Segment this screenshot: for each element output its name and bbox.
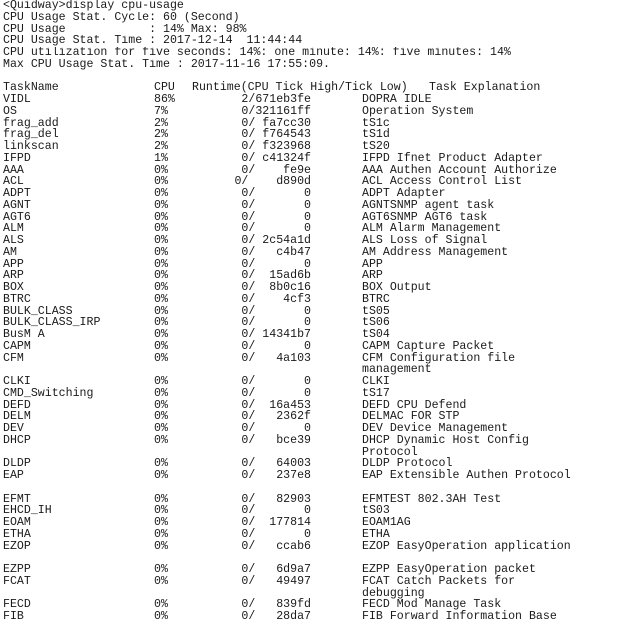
cpu-cell: 0% bbox=[154, 163, 168, 177]
table-row bbox=[3, 435, 631, 459]
explanation-cell: ACL Access Control List bbox=[362, 175, 523, 189]
cpu-cell: 0% bbox=[154, 234, 168, 247]
explanation-cell: tS05 bbox=[362, 304, 390, 318]
table-row bbox=[3, 223, 631, 235]
explanation-cell: BOX Output bbox=[362, 281, 432, 294]
explanation-cell: FIB Forward Information Base bbox=[362, 610, 557, 623]
task-name-cell: CLKI bbox=[3, 375, 31, 388]
table-row bbox=[3, 94, 631, 106]
table-row bbox=[3, 423, 631, 435]
explanation-cell: DLDP Protocol bbox=[362, 457, 453, 471]
cpu-cell: 0% bbox=[154, 539, 168, 553]
table-row bbox=[3, 294, 631, 306]
explanation-cell: ALS Loss of Signal bbox=[362, 234, 488, 247]
runtime-cell: 0/ 0 bbox=[241, 527, 311, 541]
task-name-cell: BTRC bbox=[3, 292, 31, 306]
task-name-cell: APP bbox=[3, 257, 24, 271]
task-name-cell: DHCP bbox=[3, 433, 31, 447]
explanation-cell: EFMTEST 802.3AH Test bbox=[362, 492, 502, 506]
cpu-cell: 0% bbox=[154, 198, 168, 212]
explanation-cell: EAP Extensible Authen Protocol bbox=[362, 469, 571, 482]
table-row bbox=[3, 200, 631, 212]
table-row bbox=[3, 353, 631, 377]
table-row bbox=[3, 411, 631, 423]
cpu-cell: 0% bbox=[154, 210, 168, 224]
explanation-cell: CFM Configuration file management bbox=[362, 351, 516, 377]
runtime-cell: 0/ 8b0c16 bbox=[241, 281, 311, 294]
runtime-cell: 0/ 4cf3 bbox=[241, 292, 311, 306]
table-row bbox=[3, 247, 631, 259]
table-row bbox=[3, 388, 631, 400]
task-name-cell: EFMT bbox=[3, 492, 31, 506]
cpu-cell: 0% bbox=[154, 351, 168, 365]
task-name-cell: CFM bbox=[3, 351, 24, 365]
explanation-cell: tS17 bbox=[362, 386, 390, 400]
table-row bbox=[3, 188, 631, 200]
cpu-cell: 0% bbox=[154, 574, 168, 588]
runtime-cell: 0/ 0 bbox=[241, 257, 311, 271]
cpu-cell: 0% bbox=[154, 457, 168, 471]
explanation-cell: DEV Device Management bbox=[362, 422, 509, 435]
task-name-cell: FCAT bbox=[3, 574, 31, 588]
cpu-cell: 0% bbox=[154, 469, 168, 482]
runtime-cell: 0/ c4b47 bbox=[241, 245, 311, 259]
cpu-cell: 2% bbox=[154, 128, 168, 142]
task-name-cell: IFPD bbox=[3, 151, 31, 165]
explanation-cell: tS04 bbox=[362, 328, 390, 341]
runtime-cell: 0/ 839fd bbox=[241, 598, 311, 612]
task-name-cell: AAA bbox=[3, 163, 24, 177]
column-task-name: TaskName bbox=[3, 81, 59, 95]
explanation-cell: tS20 bbox=[362, 140, 390, 153]
runtime-cell: 0/ 0 bbox=[241, 375, 311, 388]
runtime-cell: 0/ 0 bbox=[241, 222, 311, 236]
runtime-cell: 0/ 4a103 bbox=[241, 351, 311, 365]
cpu-cell: 0% bbox=[154, 433, 168, 447]
table-row bbox=[3, 376, 631, 388]
task-name-cell: EAP bbox=[3, 469, 24, 482]
explanation-cell: AGNTSNMP agent task bbox=[362, 198, 495, 212]
task-name-cell: BOX bbox=[3, 281, 24, 294]
stat-cycle-line: CPU Usage Stat. Cycle: 60 (Second) bbox=[3, 11, 240, 24]
cpu-cell: 0% bbox=[154, 304, 168, 318]
explanation-cell: IFPD Ifnet Product Adapter bbox=[362, 151, 543, 165]
cpu-cell: 0% bbox=[154, 504, 168, 518]
runtime-cell: 0/ 0 bbox=[241, 210, 311, 224]
runtime-cell: 0/ 2362f bbox=[241, 410, 311, 424]
explanation-cell: tS06 bbox=[362, 316, 390, 330]
runtime-cell: 0/ 14341b7 bbox=[241, 328, 311, 341]
table-row bbox=[3, 129, 631, 141]
runtime-cell: 0/ 0 bbox=[241, 339, 311, 353]
table-row bbox=[3, 317, 631, 329]
explanation-cell: DELMAC FOR STP bbox=[362, 410, 460, 424]
runtime-cell: 0/ f323968 bbox=[241, 140, 311, 153]
task-name-cell: FIB bbox=[3, 610, 24, 623]
task-name-cell: DEFD bbox=[3, 398, 31, 412]
runtime-cell: 0/ 0 bbox=[241, 187, 311, 200]
utilization-line: CPU utilization for five seconds: 14%: one minute: 14%: five minutes: 14% bbox=[3, 47, 511, 59]
task-name-cell: EHCD_IH bbox=[3, 504, 52, 518]
task-name-cell: EZOP bbox=[3, 539, 31, 553]
cpu-cell: 0% bbox=[154, 292, 168, 306]
table-row bbox=[3, 329, 631, 341]
table-row bbox=[3, 141, 631, 153]
task-name-cell: AGNT bbox=[3, 198, 31, 212]
runtime-cell: 0/ 0 bbox=[241, 198, 311, 212]
explanation-cell: FCAT Catch Packets for debugging bbox=[362, 574, 516, 600]
column-cpu: CPU bbox=[154, 81, 175, 95]
task-table bbox=[3, 94, 631, 623]
runtime-cell: 0/ 177814 bbox=[241, 516, 311, 529]
runtime-cell: 0/ 15ad6b bbox=[241, 269, 311, 283]
cpu-cell: 2% bbox=[154, 116, 168, 130]
cpu-cell: 0% bbox=[154, 398, 168, 412]
task-name-cell: AM bbox=[3, 245, 17, 259]
explanation-cell: ETHA bbox=[362, 527, 390, 541]
task-name-cell: frag_add bbox=[3, 116, 59, 130]
table-row bbox=[3, 564, 631, 576]
task-name-cell: EOAM bbox=[3, 516, 31, 529]
runtime-cell: 0/ fe9e bbox=[241, 163, 311, 177]
cpu-cell: 86% bbox=[154, 93, 175, 106]
runtime-cell: 0/ 64003 bbox=[241, 457, 311, 471]
runtime-cell: 2/671eb3fe bbox=[241, 93, 311, 106]
explanation-cell: EZPP EasyOperation packet bbox=[362, 563, 536, 576]
runtime-cell: 0/ 2c54a1d bbox=[241, 234, 311, 247]
task-name-cell: ETHA bbox=[3, 527, 31, 541]
table-row bbox=[3, 400, 631, 412]
runtime-cell: 0/ d890d bbox=[234, 175, 311, 189]
task-name-cell: frag_del bbox=[3, 128, 59, 142]
column-header-row bbox=[3, 82, 631, 94]
table-row bbox=[3, 505, 631, 517]
cpu-cell: 0% bbox=[154, 598, 168, 612]
table-row bbox=[3, 235, 631, 247]
task-name-cell: ARP bbox=[3, 269, 24, 283]
task-name-cell: DELM bbox=[3, 410, 31, 424]
explanation-cell: ADPT Adapter bbox=[362, 187, 446, 200]
task-name-cell: CAPM bbox=[3, 339, 31, 353]
cpu-usage-line: CPU Usage : 14% Max: 98% bbox=[3, 23, 247, 36]
command-prompt: <Quidway>display cpu-usage bbox=[3, 0, 184, 12]
table-row bbox=[3, 176, 631, 188]
cpu-cell: 0% bbox=[154, 492, 168, 506]
explanation-cell: APP bbox=[362, 257, 383, 271]
explanation-cell: BTRC bbox=[362, 292, 390, 306]
task-name-cell: BusM A bbox=[3, 328, 45, 341]
table-row bbox=[3, 341, 631, 353]
explanation-cell: AGT6SNMP AGT6 task bbox=[362, 210, 488, 224]
task-name-cell: BULK_CLASS_IRP bbox=[3, 316, 101, 330]
explanation-cell: ALM Alarm Management bbox=[362, 222, 502, 236]
cpu-cell: 0% bbox=[154, 563, 168, 576]
task-name-cell: DLDP bbox=[3, 457, 31, 471]
task-name-cell: VIDL bbox=[3, 93, 31, 106]
cpu-cell: 0% bbox=[154, 316, 168, 330]
task-name-cell: FECD bbox=[3, 598, 31, 612]
runtime-cell: 0/ 0 bbox=[241, 504, 311, 518]
task-name-cell: AGT6 bbox=[3, 210, 31, 224]
task-name-cell: ADPT bbox=[3, 187, 31, 200]
runtime-cell: 0/ bce39 bbox=[241, 433, 311, 447]
cpu-cell: 0% bbox=[154, 245, 168, 259]
explanation-cell: CLKI bbox=[362, 375, 390, 388]
table-row bbox=[3, 282, 631, 294]
explanation-cell: EOAM1AG bbox=[362, 516, 411, 529]
runtime-cell: 0/ f764543 bbox=[241, 128, 311, 142]
cpu-cell: 0% bbox=[154, 516, 168, 529]
task-name-cell: OS bbox=[3, 104, 17, 118]
cpu-cell: 0% bbox=[154, 257, 168, 271]
runtime-cell: 0/321161ff bbox=[241, 104, 311, 118]
task-name-cell: BULK_CLASS bbox=[3, 304, 73, 318]
table-row bbox=[3, 165, 631, 177]
table-row bbox=[3, 259, 631, 271]
explanation-cell: tS03 bbox=[362, 504, 390, 518]
explanation-cell: Operation System bbox=[362, 104, 474, 118]
table-row bbox=[3, 529, 631, 541]
task-name-cell: ACL bbox=[3, 175, 24, 189]
explanation-cell: DHCP Dynamic Host Config Protocol bbox=[362, 433, 529, 459]
table-row bbox=[3, 517, 631, 529]
runtime-cell: 0/ fa7cc30 bbox=[241, 116, 311, 130]
runtime-cell: 0/ 6d9a7 bbox=[241, 563, 311, 576]
runtime-cell: 0/ 0 bbox=[241, 316, 311, 330]
explanation-cell: FECD Mod Manage Task bbox=[362, 598, 502, 612]
column-runtime: Runtime(CPU Tick High/Tick Low) bbox=[192, 81, 408, 95]
cpu-cell: 0% bbox=[154, 281, 168, 294]
column-explanation: Task Explanation bbox=[429, 81, 541, 95]
explanation-cell: EZOP EasyOperation application bbox=[362, 539, 571, 553]
task-name-cell: EZPP bbox=[3, 563, 31, 576]
stat-time-line: CPU Usage Stat. Time : 2017-12-14 11:44:44 bbox=[3, 35, 303, 47]
task-name-cell: DEV bbox=[3, 422, 24, 435]
task-name-cell: CMD_Switching bbox=[3, 386, 94, 400]
runtime-cell: 0/ 0 bbox=[241, 422, 311, 435]
table-row bbox=[3, 494, 631, 506]
table-row bbox=[3, 470, 631, 494]
terminal-output[interactable] bbox=[3, 0, 631, 623]
cpu-cell: 0% bbox=[154, 339, 168, 353]
table-row bbox=[3, 118, 631, 130]
table-row bbox=[3, 576, 631, 600]
runtime-cell: 0/ 0 bbox=[241, 386, 311, 400]
max-usage-time-line: Max CPU Usage Stat. Time : 2017-11-16 17:55:09. bbox=[3, 58, 330, 71]
runtime-cell: 0/ 49497 bbox=[241, 574, 311, 588]
explanation-cell: ARP bbox=[362, 269, 383, 283]
table-row bbox=[3, 541, 631, 565]
cpu-cell: 2% bbox=[154, 140, 168, 153]
runtime-cell: 0/ c41324f bbox=[241, 151, 311, 165]
explanation-cell: DOPRA IDLE bbox=[362, 93, 432, 106]
table-row bbox=[3, 270, 631, 282]
task-name-cell: ALS bbox=[3, 234, 24, 247]
cpu-cell: 0% bbox=[154, 375, 168, 388]
table-row bbox=[3, 153, 631, 165]
runtime-cell: 0/ 28da7 bbox=[241, 610, 311, 623]
explanation-cell: tS1d bbox=[362, 128, 390, 142]
cpu-cell: 0% bbox=[154, 269, 168, 283]
table-row bbox=[3, 106, 631, 118]
explanation-cell: CAPM Capture Packet bbox=[362, 339, 495, 353]
explanation-cell: DEFD CPU Defend bbox=[362, 398, 467, 412]
runtime-cell: 0/ 0 bbox=[241, 304, 311, 318]
task-name-cell: ALM bbox=[3, 222, 24, 236]
runtime-cell: 0/ 82903 bbox=[241, 492, 311, 506]
cpu-cell: 0% bbox=[154, 175, 168, 189]
cpu-cell: 0% bbox=[154, 410, 168, 424]
cpu-cell: 0% bbox=[154, 610, 168, 623]
cpu-cell: 7% bbox=[154, 104, 168, 118]
table-row bbox=[3, 212, 631, 224]
cpu-cell: 0% bbox=[154, 222, 168, 236]
task-name-cell: linkscan bbox=[3, 140, 59, 153]
runtime-cell: 0/ ccab6 bbox=[241, 539, 311, 553]
cpu-cell: 1% bbox=[154, 151, 168, 165]
cpu-cell: 0% bbox=[154, 527, 168, 541]
cpu-cell: 0% bbox=[154, 187, 168, 200]
table-row bbox=[3, 611, 631, 623]
explanation-cell: AM Address Management bbox=[362, 245, 509, 259]
explanation-cell: AAA Authen Account Authorize bbox=[362, 163, 557, 177]
cpu-cell: 0% bbox=[154, 386, 168, 400]
explanation-cell: tS1c bbox=[362, 116, 390, 130]
runtime-cell: 0/ 237e8 bbox=[241, 469, 311, 482]
runtime-cell: 0/ 16a453 bbox=[241, 398, 311, 412]
cpu-cell: 0% bbox=[154, 422, 168, 435]
cpu-cell: 0% bbox=[154, 328, 168, 341]
